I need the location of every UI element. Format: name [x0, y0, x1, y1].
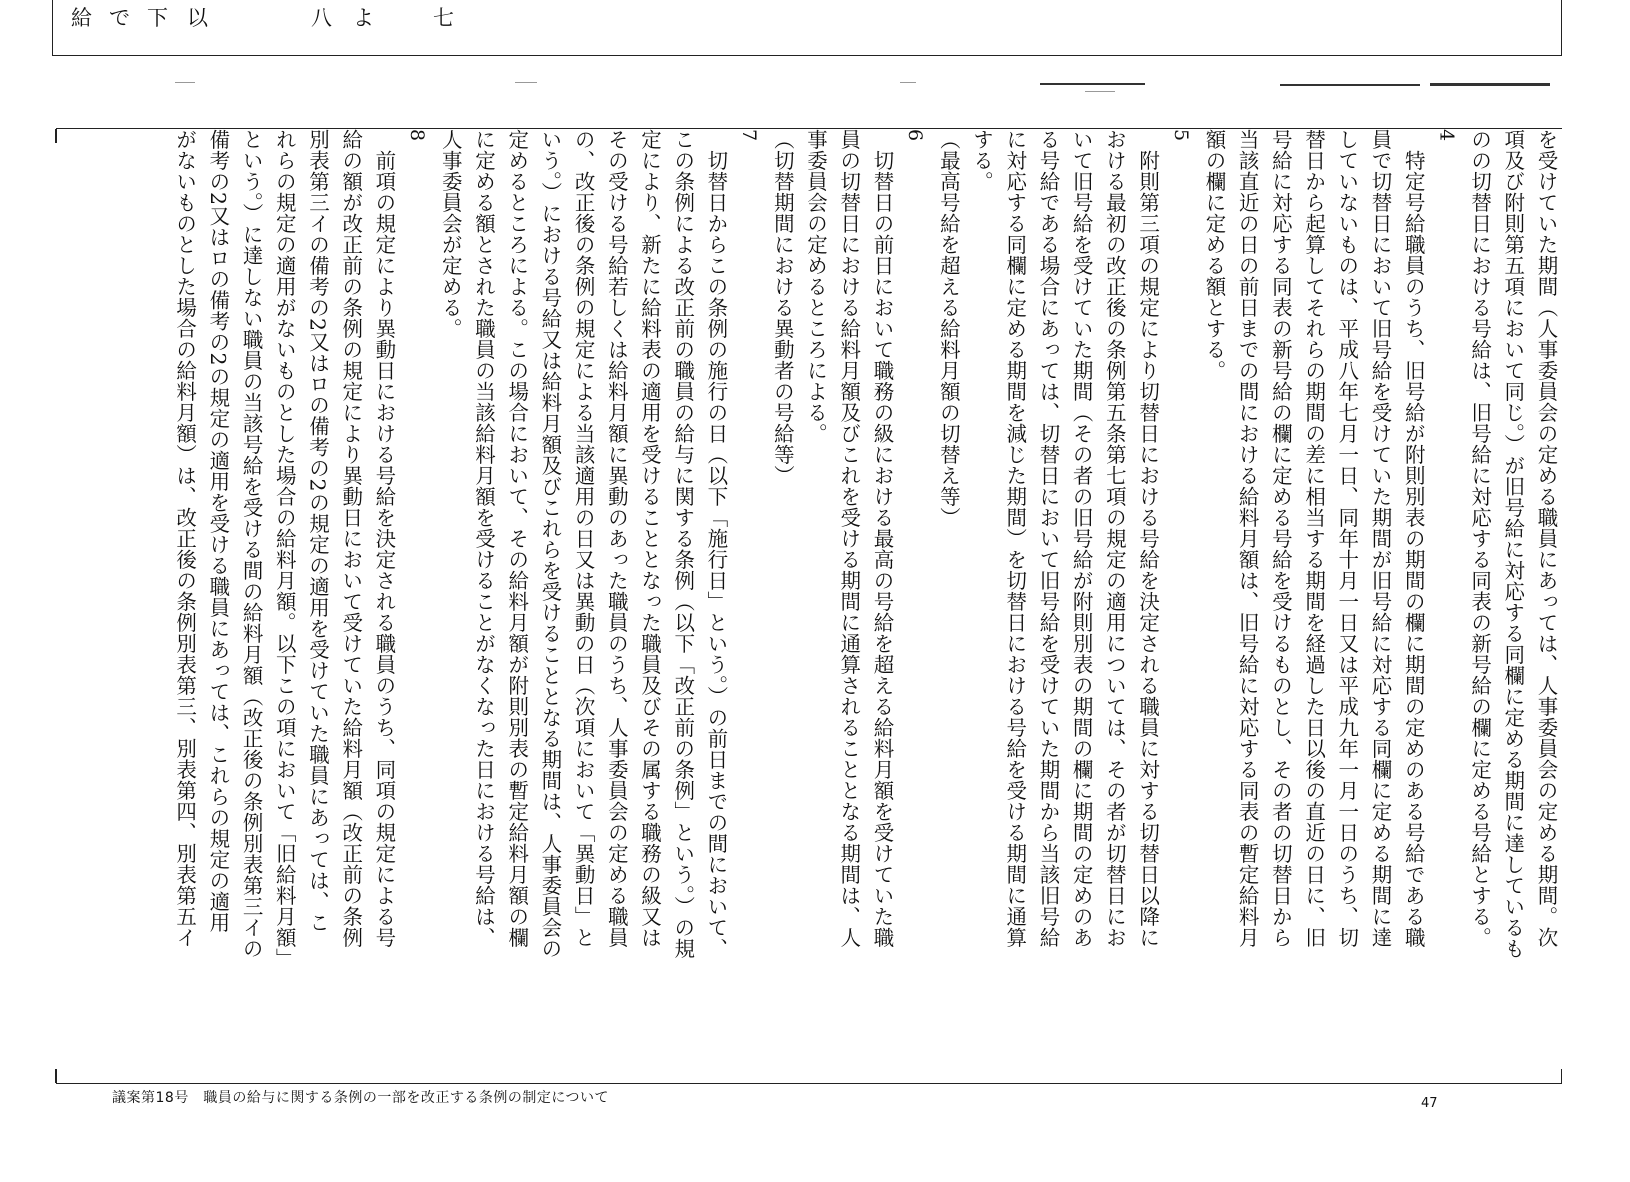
text-line: れらの規定の適用がないものとした場合の給料月額。以下この項において「旧給料月額」 [272, 129, 297, 969]
scan-artifact [1430, 83, 1550, 86]
section-heading [931, 129, 964, 1079]
text-line: 備考の2又はロの備考の2の規定の適用を受ける職員にあっては、これらの規定の適用 [205, 129, 230, 934]
text-line: のの切替日における号給は、旧号給に対応する同表の新号給の欄に定める号給とする。 [1467, 129, 1492, 948]
document-body [122, 129, 1562, 1079]
paragraph [964, 129, 1163, 1079]
page-number: 47 [1421, 1096, 1438, 1111]
page-frame [56, 128, 1562, 1084]
text-line: 員で切替日において旧号給を受けていた期間が旧号給に対応する同欄に定める期間に達 [1367, 129, 1392, 948]
text-line: 号給に対応する同表の新号給の欄に定める号給を受けるものとし、その者の切替日から [1268, 129, 1293, 948]
text-line: いう。）における号給又は給料月額及びこれらを受けることとなる期間は、人事委員会の [537, 129, 562, 959]
text-line: 定により、新たに給料表の適用を受けることとなった職員及びその属する職務の級又は [637, 129, 662, 948]
paragraph [798, 129, 898, 1079]
text-line: 定めるところによる。この場合において、その給料月額が附則別表の暫定給料月額の欄 [504, 129, 529, 948]
text-line: おける最初の改正後の条例第五条第七項の規定の適用については、その者が切替日にお [1102, 129, 1127, 948]
text-line: 替日から起算してそれらの期間の差に相当する期間を経過した日以後の直近の日に、旧 [1301, 129, 1326, 948]
scan-artifact [1040, 83, 1145, 85]
text-line: を受けていた期間（人事委員会の定める職員にあっては、人事委員会の定める期間。次 [1534, 129, 1558, 948]
section-number: 6 [904, 129, 927, 142]
text-line: 附則第三項の規定により切替日における号給を決定される職員に対する切替日以降に [1135, 129, 1160, 948]
section-number: 8 [406, 129, 429, 142]
text-line: 当該直近の日の前日までの間における給料月額は、旧号給に対応する同表の暫定給料月 [1235, 129, 1260, 948]
heading-line: （最高号給を超える給料月額の切替え等） [936, 129, 961, 528]
section-number: 7 [738, 129, 761, 142]
text-line: という。）に達しない職員の当該号給を受ける間の給料月額（改正後の条例別表第三イの [239, 129, 264, 959]
text-line: その受ける号給若しくは給料月額に異動のあった職員のうち、人事委員会の定める職員 [604, 129, 629, 948]
text-line: 別表第三イの備考の2又はロの備考の2の規定の適用を受けていた職員にあっては、こ [305, 129, 330, 934]
scan-artifact [515, 82, 537, 83]
top-fragment-char: 下 [147, 6, 168, 30]
paragraph [1197, 129, 1429, 1079]
footer-title: 議案第18号 職員の給与に関する条例の一部を改正する条例の制定について [112, 1090, 610, 1106]
scan-artifact [900, 82, 916, 83]
text-line: 切替日からこの条例の施行の日（以下「施行日」という。）の前日までの間において、 [703, 129, 728, 959]
top-fragment-char: 給 [71, 6, 92, 30]
section-number: 4 [1435, 129, 1458, 142]
text-line: 給の額が改正前の条例の規定により異動日において受けていた給料月額（改正前の条例 [338, 129, 363, 948]
previous-page-fragment [52, 0, 1562, 56]
text-line: の、改正後の条例の規定による当該適用の日又は異動の日（次項において「異動日」と [571, 129, 596, 948]
top-fragment-char: 七 [433, 6, 454, 30]
text-line: する。 [969, 129, 994, 192]
paragraph [1462, 129, 1562, 1079]
text-line: る号給である場合にあっては、切替日において旧号給を受けていた期間から当該旧号給 [1035, 129, 1060, 948]
scan-artifact [1280, 84, 1420, 86]
text-line: 額の欄に定める額とする。 [1201, 129, 1226, 381]
top-fragment-char: 八 [311, 6, 332, 30]
text-line: 員の切替日における給料月額及びこれを受ける期間に通算されることとなる期間は、人 [836, 129, 861, 948]
text-line: していないものは、平成八年七月一日、同年十月一日又は平成九年一月一日のうち、切 [1334, 129, 1359, 948]
top-fragment-char: で [109, 6, 130, 30]
paragraph [433, 129, 732, 1079]
text-line: 切替日の前日において職務の級における最高の号給を超える給料月額を受けていた職 [869, 129, 894, 948]
text-line: に定める額とされた職員の当該給料月額を受けることがなくなった日における号給は、 [471, 129, 496, 948]
top-fragment-char: よ [353, 6, 374, 30]
text-line: 項及び附則第五項において同じ。）が旧号給に対応する同欄に定める期間に達しているも [1500, 129, 1525, 959]
scan-artifact [175, 82, 195, 83]
text-line: 人事委員会が定める。 [438, 129, 463, 339]
section-heading [765, 129, 798, 1079]
text-line: いて旧号給を受けていた期間（その者の旧号給が附則別表の期間の欄に期間の定めのあ [1069, 129, 1094, 948]
text-line: 事委員会の定めるところによる。 [803, 129, 828, 444]
scan-artifact [1085, 91, 1115, 92]
text-line: に対応する同欄に定める期間を減じた期間）を切替日における号給を受ける期間に通算 [1002, 129, 1027, 948]
frame-left-tick [55, 1069, 57, 1083]
text-line: この条例による改正前の職員の給与に関する条例（以下「改正前の条例」という。）の規 [670, 129, 695, 959]
text-line: 前項の規定により異動日における号給を決定される職員のうち、同項の規定による号 [371, 129, 396, 948]
text-line: がないものとした場合の給料月額）は、改正後の条例別表第三、別表第四、別表第五イ [172, 129, 197, 948]
frame-left-tick [55, 129, 57, 143]
top-fragment-char: 以 [187, 6, 208, 30]
heading-line: （切替期間における異動者の号給等） [770, 129, 795, 486]
paragraph [167, 129, 399, 1079]
text-line: 特定号給職員のうち、旧号給が附則別表の期間の欄に期間の定めのある号給である職 [1401, 129, 1426, 948]
section-number: 5 [1169, 129, 1192, 142]
